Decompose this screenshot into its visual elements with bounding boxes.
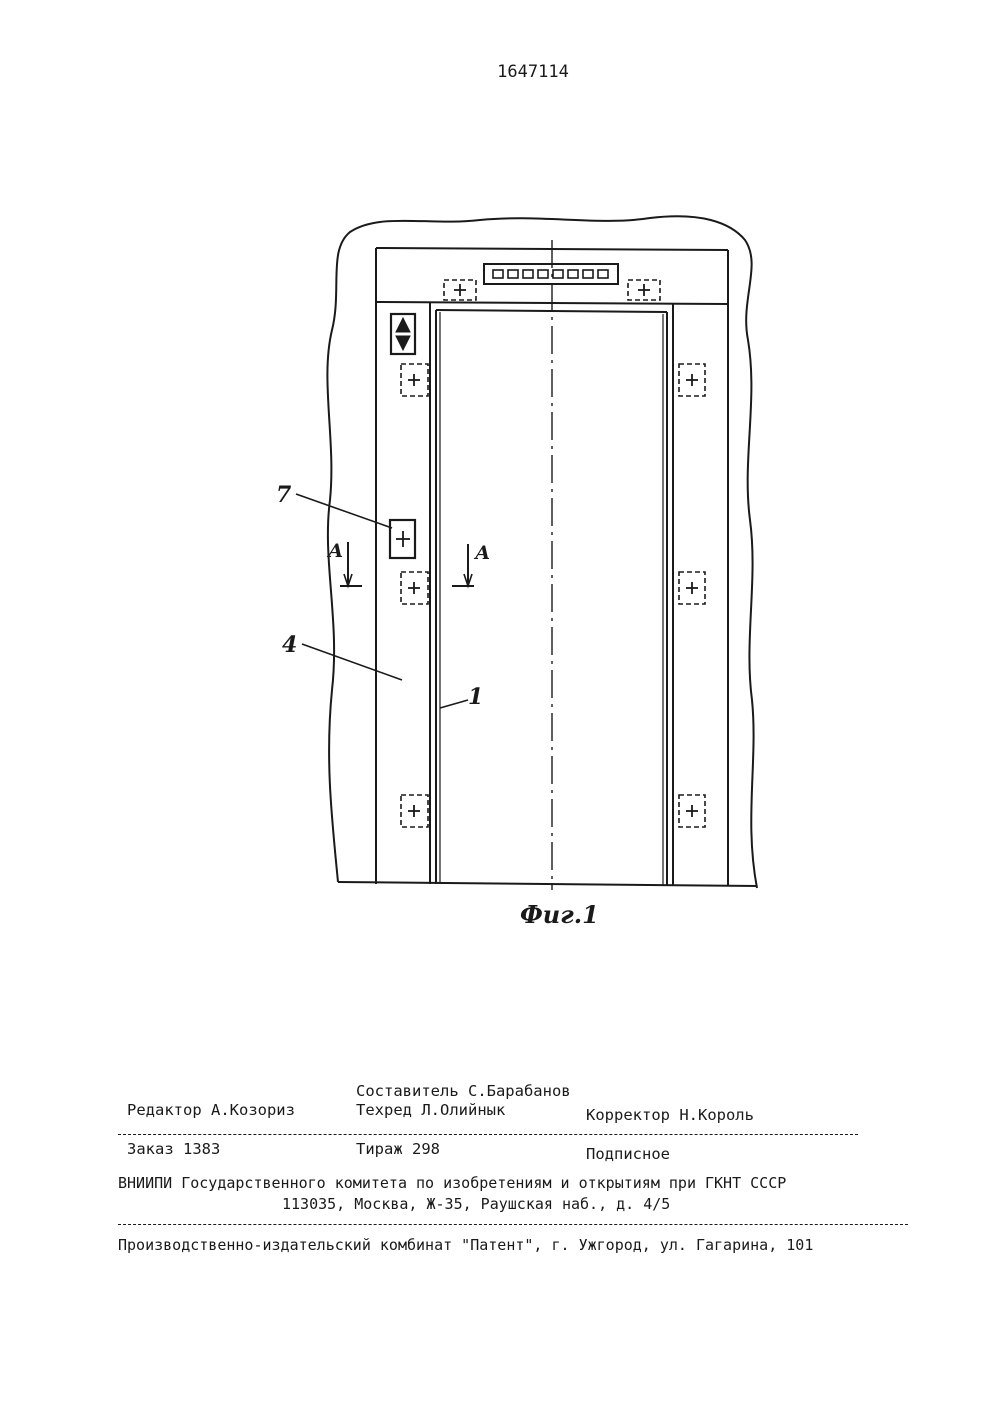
divider-2 [118, 1224, 908, 1225]
imprint-techred: Техред Л.Олийнык [356, 1101, 506, 1119]
leader-1 [440, 700, 468, 708]
hidden-fixtures [401, 280, 705, 827]
floor-line [338, 882, 757, 886]
imprint-org-line1: ВНИИПИ Государственного комитета по изобретениям и открытиям при ГКНТ СССР [118, 1174, 787, 1192]
divider-1 [118, 1134, 858, 1135]
label-1: 1 [468, 684, 484, 710]
leader-7 [296, 494, 392, 528]
imprint-circulation: Тираж 298 [356, 1140, 440, 1158]
fixture-crosses [396, 284, 698, 817]
label-7: 7 [276, 482, 292, 508]
floor-indicator-cells [493, 270, 608, 278]
imprint-publisher: Производственно-издательский комбинат "Патент", г. Ужгород, ул. Гагарина, 101 [118, 1236, 814, 1254]
label-4: 4 [282, 632, 298, 658]
imprint-composer: Составитель С.Барабанов [356, 1082, 571, 1100]
label-a-left: А [328, 540, 344, 562]
imprint-subscription: Подписное [586, 1145, 670, 1163]
leader-4 [302, 644, 402, 680]
patent-number: 1647114 [497, 62, 569, 82]
imprint-editor: Редактор А.Козориз [127, 1101, 295, 1119]
imprint-order: Заказ 1383 [127, 1140, 221, 1158]
imprint-org-line2: 113035, Москва, Ж-35, Раушская наб., д. 4/5 [282, 1195, 671, 1213]
label-a-right: А [475, 542, 491, 564]
imprint-corrector: Корректор Н.Король [586, 1106, 754, 1124]
figure-caption: Фиг.1 [520, 900, 599, 929]
